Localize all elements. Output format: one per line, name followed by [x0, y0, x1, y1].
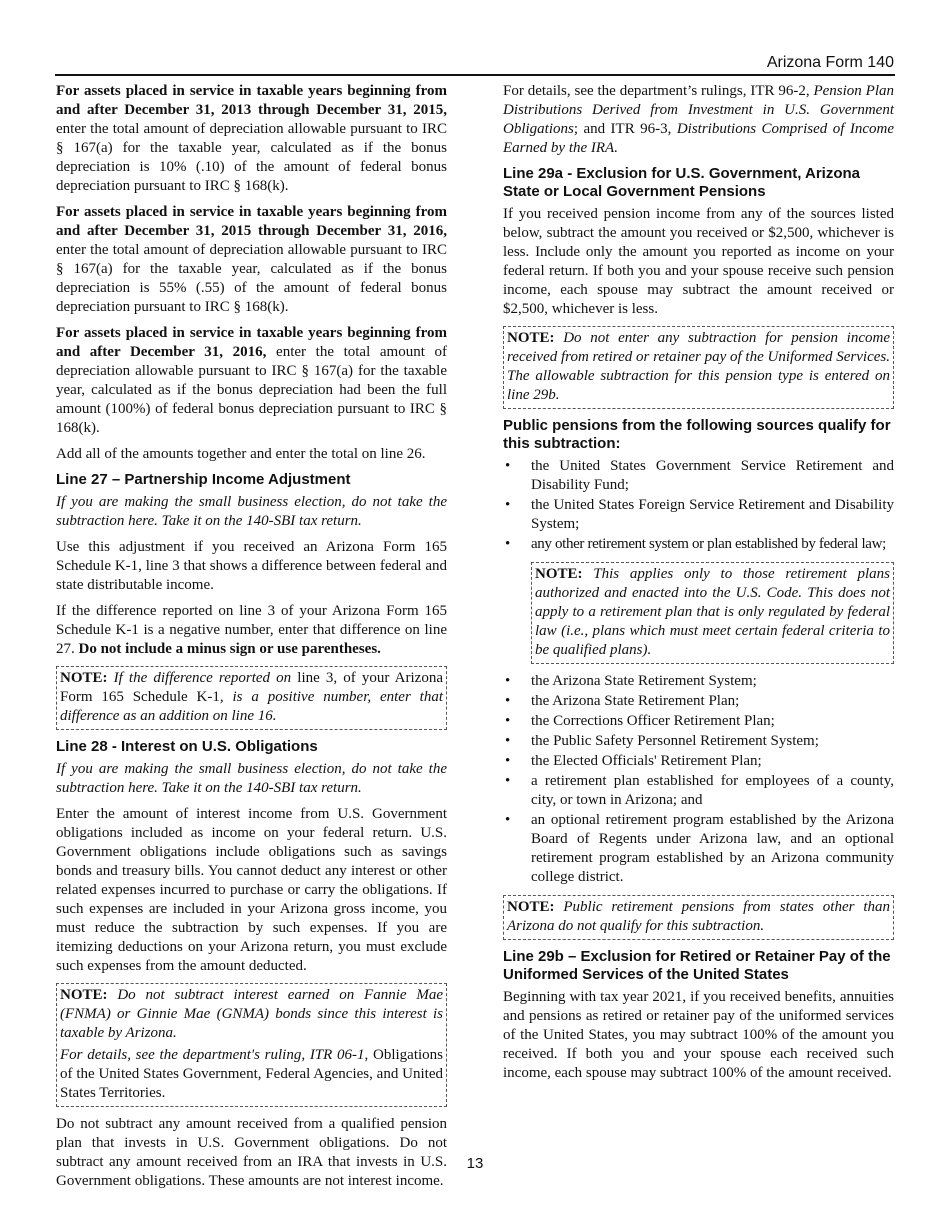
- line29a-heading: Line 29a - Exclusion for U.S. Government, Arizona State or Local Government Pensions: [503, 165, 861, 200]
- itr-rulings-paragraph: For details, see the department’s rulings, ITR 96-2, Pension Plan Distributions Derived from Investment in U.S. Government Obligations; and ITR 96-3, Distributions Comprised of Income Earned by the IRA.: [503, 83, 894, 156]
- pension-sources-heading: Public pensions from the following sources qualify for this subtraction:: [503, 417, 891, 452]
- line29a-note-box: NOTE: Do not enter any subtraction for pension income received from retired or retainer pay of the Uniformed Services. The allowable subtraction for this pension type is entered on line 29b.: [503, 326, 894, 409]
- federal-law-note-box: NOTE: This applies only to those retirement plans authorized and enacted into the U.S. Code. This does not apply to a retirement plan that is only regulated by federal law (i.e., plans which must meet certain federal criteria to be qualified plans).: [531, 562, 894, 664]
- depreciation-2016: For assets placed in service in taxable years beginning from and after December 31, 2016, enter the total amount of depreciation allowable pursuant to IRC § 167(a) for the taxable year, calculated as if the bonus depreciation had been the full amount (100%) of federal bonus depreciation pursuant to IRC § 168(k).: [56, 325, 447, 436]
- line29b-paragraph: Beginning with tax year 2021, if you received benefits, annuities and pensions as retired or retainer pay of the uniformed services of the United States, you may subtract 100% of the amount you received. If both you and your spouse each received such income, each spouse may subtract 100% of the amount received.: [503, 989, 894, 1081]
- add-amounts-text: Add all of the amounts together and enter the total on line 26.: [56, 446, 426, 462]
- line28-paragraph-2: Do not subtract any amount received from a qualified pension plan that invests in U.S. Government obligations. Do not subtract any amount received from an IRA that invests in U.S. Government obligations. These amounts are not interest income.: [56, 1116, 447, 1189]
- line27-note-box: NOTE: If the difference reported on line 3, of your Arizona Form 165 Schedule K-1, is a positive number, enter that difference as an addition on line 16.: [56, 666, 447, 730]
- depreciation-2013-2015: For assets placed in service in taxable years beginning from and after December 31, 2013 through December 31, 2015, enter the total amount of depreciation allowable pursuant to IRC § 167(a) for the taxable year, calculated as if the bonus depreciation is 10% (.10) of the amount of federal bonus depreciation pursuant to IRC § 168(k).: [56, 83, 447, 194]
- left-column: [56, 82, 447, 1198]
- line29a-paragraph: If you received pension income from any of the sources listed below, subtract the amount you received or $2,500, whichever is less. Include only the amount you reported as income on your federal return. If both you and your spouse receive such pension income, each spouse may subtract the amount received or $2,500, whichever is less.: [503, 206, 894, 317]
- list-item: • the Corrections Officer Retirement Plan;: [505, 713, 775, 729]
- form-title: Arizona Form 140: [766, 54, 894, 71]
- pension-sources-list-b: [503, 672, 894, 887]
- line27-heading: Line 27 – Partnership Income Adjustment: [56, 471, 351, 488]
- other-states-note-box: NOTE: Public retirement pensions from states other than Arizona do not qualify for this subtraction.: [503, 895, 894, 940]
- line27-paragraph-2: If the difference reported on line 3 of your Arizona Form 165 Schedule K-1 is a negative number, enter that difference on line 27. Do not include a minus sign or use parentheses.: [56, 603, 447, 657]
- list-item: • any other retirement system or plan established by federal law;: [505, 536, 886, 552]
- depreciation-2015-2016: For assets placed in service in taxable years beginning from and after December 31, 2015 through December 31, 2016, enter the total amount of depreciation allowable pursuant to IRC § 167(a) for the taxable year, calculated as if the bonus depreciation is 55% (.55) of the amount of federal bonus depreciation pursuant to IRC § 168(k).: [56, 204, 447, 315]
- list-item: • the Public Safety Personnel Retirement System;: [505, 733, 819, 749]
- line28-paragraph-1: Enter the amount of interest income from U.S. Government obligations included as income on your federal return. U.S. Government obligations include obligations such as savings bonds and treasury bills. You cannot deduct any interest or other related expenses incurred to purchase or carry the obligations. If such expenses are included in your Arizona gross income, you must reduce the subtraction by such expenses. If you are itemizing deductions on your Arizona return, you must exclude such expenses from the amount deducted.: [56, 806, 447, 974]
- page-number: 13: [466, 1155, 484, 1172]
- line28-heading: Line 28 - Interest on U.S. Obligations: [56, 738, 318, 755]
- list-item: • the Arizona State Retirement Plan;: [505, 693, 740, 709]
- list-item: • the United States Foreign Service Retirement and Disability System;: [505, 497, 894, 532]
- line28-sbi-note: If you are making the small business election, do not take the subtraction here. Take it on the 140-SBI tax return.: [56, 761, 447, 796]
- list-item: • an optional retirement program established by the Arizona Board of Regents under Arizona law, and an optional retirement program established by an Arizona community college district.: [505, 812, 894, 885]
- header-rule: [55, 74, 895, 76]
- list-item: • the United States Government Service Retirement and Disability Fund;: [505, 458, 894, 493]
- list-item: • the Elected Officials' Retirement Plan;: [505, 753, 762, 769]
- list-item: • the Arizona State Retirement System;: [505, 673, 757, 689]
- line29b-heading: Line 29b – Exclusion for Retired or Retainer Pay of the Uniformed Services of the United States: [503, 948, 891, 983]
- list-item: • a retirement plan established for employees of a county, city, or town in Arizona; and: [505, 773, 894, 808]
- line28-note-box: NOTE: Do not subtract interest earned on Fannie Mae (FNMA) or Ginnie Mae (GNMA) bonds since this interest is taxable by Arizona. For details, see the department's ruling, ITR 06-1, Obligations of the United States Government, Federal Agencies, and United States Territories.: [56, 983, 447, 1107]
- line27-sbi-note: If you are making the small business election, do not take the subtraction here. Take it on the 140-SBI tax return.: [56, 494, 447, 529]
- right-column: [503, 82, 894, 1090]
- pension-sources-list-a: [503, 457, 894, 554]
- line27-paragraph-1: Use this adjustment if you received an Arizona Form 165 Schedule K-1, line 3 that shows a difference between federal and state distributable income.: [56, 539, 447, 593]
